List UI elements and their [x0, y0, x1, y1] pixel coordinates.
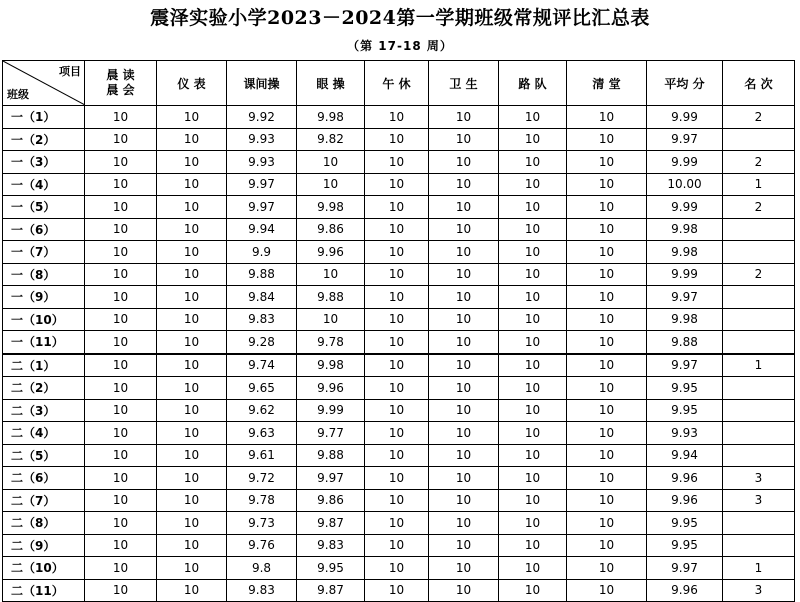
score-cell: 9.76 — [227, 534, 297, 557]
score-cell: 10 — [499, 579, 567, 602]
score-cell: 10 — [157, 106, 227, 129]
score-cell: 9.97 — [227, 196, 297, 219]
score-cell: 10 — [85, 512, 157, 535]
table-row — [3, 241, 795, 264]
score-cell: 10 — [429, 422, 499, 445]
class-name-cell: 一（6） — [3, 218, 85, 241]
table-row — [3, 534, 795, 557]
score-cell: 10 — [157, 377, 227, 400]
table-body — [3, 106, 795, 602]
score-cell: 10 — [85, 489, 157, 512]
score-cell: 9.98 — [647, 218, 723, 241]
score-cell: 9.78 — [297, 331, 365, 354]
score-cell: 10 — [567, 399, 647, 422]
score-cell: 9.86 — [297, 489, 365, 512]
score-cell: 10 — [85, 263, 157, 286]
score-cell: 9.93 — [227, 151, 297, 174]
score-cell: 10 — [567, 512, 647, 535]
score-cell: 9.62 — [227, 399, 297, 422]
score-cell: 9.99 — [647, 263, 723, 286]
score-cell: 10 — [157, 331, 227, 354]
score-cell: 10 — [157, 467, 227, 490]
score-cell: 9.96 — [297, 377, 365, 400]
score-cell: 2 — [723, 263, 795, 286]
score-cell: 10 — [365, 196, 429, 219]
class-name-cell: 二（1） — [3, 354, 85, 377]
score-cell — [723, 241, 795, 264]
score-cell: 10 — [567, 241, 647, 264]
score-cell: 9.73 — [227, 512, 297, 535]
column-header: 眼 操 — [297, 61, 365, 106]
column-header: 课间操 — [227, 61, 297, 106]
score-cell: 10 — [429, 151, 499, 174]
score-cell: 9.98 — [297, 196, 365, 219]
score-cell: 10 — [365, 579, 429, 602]
score-cell: 9.95 — [647, 534, 723, 557]
score-cell: 10 — [365, 263, 429, 286]
corner-header-cell — [3, 61, 85, 106]
score-cell: 9.88 — [647, 331, 723, 354]
score-cell: 10 — [499, 106, 567, 129]
score-cell: 10 — [499, 557, 567, 580]
score-cell: 10 — [85, 557, 157, 580]
score-cell — [723, 422, 795, 445]
score-cell: 10 — [85, 218, 157, 241]
score-cell: 10 — [157, 151, 227, 174]
score-cell — [723, 286, 795, 309]
score-cell: 10 — [157, 557, 227, 580]
score-cell: 10 — [85, 128, 157, 151]
score-cell: 10 — [429, 128, 499, 151]
class-name-cell: 一（4） — [3, 173, 85, 196]
score-cell: 10 — [567, 354, 647, 377]
score-cell: 10 — [85, 151, 157, 174]
table-header-row — [3, 61, 795, 106]
class-name-cell: 二（10） — [3, 557, 85, 580]
score-cell: 10 — [365, 286, 429, 309]
score-cell: 9.95 — [647, 512, 723, 535]
score-cell: 10 — [567, 331, 647, 354]
score-cell: 10 — [85, 422, 157, 445]
table-row — [3, 579, 795, 602]
column-header: 平均 分 — [647, 61, 723, 106]
table-row — [3, 106, 795, 129]
score-cell: 9.88 — [297, 286, 365, 309]
score-cell: 10 — [429, 444, 499, 467]
score-cell: 10 — [499, 467, 567, 490]
score-cell: 10 — [499, 354, 567, 377]
score-cell: 1 — [723, 557, 795, 580]
class-name-cell: 二（4） — [3, 422, 85, 445]
score-cell: 10 — [157, 196, 227, 219]
score-cell: 9.93 — [647, 422, 723, 445]
score-cell: 10 — [499, 399, 567, 422]
score-cell: 10 — [499, 151, 567, 174]
score-cell: 9.74 — [227, 354, 297, 377]
score-cell: 10 — [365, 354, 429, 377]
score-cell: 10 — [365, 534, 429, 557]
score-cell: 10 — [499, 489, 567, 512]
score-cell: 10 — [499, 196, 567, 219]
column-header: 仪 表 — [157, 61, 227, 106]
score-cell — [723, 534, 795, 557]
score-cell: 10 — [85, 467, 157, 490]
score-cell: 10 — [297, 173, 365, 196]
table-row — [3, 557, 795, 580]
score-cell: 10 — [365, 512, 429, 535]
table-row — [3, 512, 795, 535]
score-cell: 10 — [297, 263, 365, 286]
score-cell — [723, 218, 795, 241]
corner-label-item: 项目 — [59, 65, 81, 78]
table-row — [3, 286, 795, 309]
table-row — [3, 218, 795, 241]
score-cell: 10 — [499, 286, 567, 309]
column-header: 卫 生 — [429, 61, 499, 106]
table-row — [3, 128, 795, 151]
score-cell: 9.84 — [227, 286, 297, 309]
score-cell: 9.87 — [297, 512, 365, 535]
score-cell: 10 — [157, 286, 227, 309]
score-cell — [723, 377, 795, 400]
score-cell: 10 — [365, 241, 429, 264]
score-cell: 10 — [157, 354, 227, 377]
score-cell: 10 — [85, 377, 157, 400]
score-cell: 3 — [723, 467, 795, 490]
class-name-cell: 一（11） — [3, 331, 85, 354]
score-cell: 1 — [723, 173, 795, 196]
class-name-cell: 一（5） — [3, 196, 85, 219]
score-cell: 10 — [85, 399, 157, 422]
score-cell: 10 — [85, 286, 157, 309]
score-cell: 10 — [499, 377, 567, 400]
score-cell: 9.98 — [647, 241, 723, 264]
score-cell: 10 — [157, 489, 227, 512]
score-cell: 10 — [85, 106, 157, 129]
score-cell: 9.97 — [647, 128, 723, 151]
score-cell: 10 — [567, 196, 647, 219]
score-cell: 10 — [429, 308, 499, 331]
class-name-cell: 二（8） — [3, 512, 85, 535]
score-cell: 10 — [85, 354, 157, 377]
score-cell: 10 — [499, 331, 567, 354]
score-cell: 9.94 — [227, 218, 297, 241]
score-cell: 10 — [429, 399, 499, 422]
score-cell: 9.83 — [227, 308, 297, 331]
score-cell: 10 — [157, 128, 227, 151]
score-cell: 10 — [567, 173, 647, 196]
score-cell: 10 — [157, 263, 227, 286]
score-cell: 10 — [429, 512, 499, 535]
score-cell: 9.63 — [227, 422, 297, 445]
score-cell: 9.93 — [227, 128, 297, 151]
score-cell: 10 — [567, 286, 647, 309]
table-row — [3, 489, 795, 512]
score-cell: 9.28 — [227, 331, 297, 354]
class-name-cell: 一（3） — [3, 151, 85, 174]
score-cell: 10 — [499, 308, 567, 331]
score-cell: 9.83 — [297, 534, 365, 557]
score-cell: 9.96 — [647, 579, 723, 602]
score-cell: 10 — [365, 173, 429, 196]
score-cell: 9.95 — [297, 557, 365, 580]
score-cell: 9.86 — [297, 218, 365, 241]
table-row — [3, 399, 795, 422]
score-cell: 9.78 — [227, 489, 297, 512]
score-cell: 10 — [429, 579, 499, 602]
score-cell: 10 — [365, 422, 429, 445]
score-cell: 10 — [499, 218, 567, 241]
score-cell: 10.00 — [647, 173, 723, 196]
score-cell: 10 — [567, 422, 647, 445]
score-cell: 10 — [85, 308, 157, 331]
score-cell: 2 — [723, 196, 795, 219]
column-header: 午 休 — [365, 61, 429, 106]
score-cell: 3 — [723, 489, 795, 512]
column-header: 名 次 — [723, 61, 795, 106]
score-cell: 9.99 — [297, 399, 365, 422]
score-cell: 10 — [499, 444, 567, 467]
score-cell: 10 — [429, 286, 499, 309]
score-cell: 10 — [499, 534, 567, 557]
score-cell: 9.98 — [647, 308, 723, 331]
corner-label-class: 班级 — [7, 88, 29, 101]
class-name-cell: 一（1） — [3, 106, 85, 129]
score-cell: 10 — [429, 263, 499, 286]
score-cell: 10 — [567, 377, 647, 400]
score-cell: 10 — [365, 128, 429, 151]
score-cell: 10 — [157, 534, 227, 557]
table-row — [3, 354, 795, 377]
score-cell — [723, 128, 795, 151]
column-header-label: 晨 读 晨 会 — [106, 68, 135, 97]
score-cell: 10 — [499, 263, 567, 286]
score-cell: 9.88 — [227, 263, 297, 286]
score-cell: 10 — [297, 308, 365, 331]
score-cell: 10 — [499, 128, 567, 151]
score-cell: 10 — [85, 173, 157, 196]
score-cell: 9.97 — [227, 173, 297, 196]
class-name-cell: 一（8） — [3, 263, 85, 286]
score-cell: 10 — [157, 512, 227, 535]
score-cell: 9.99 — [647, 106, 723, 129]
score-cell: 10 — [429, 218, 499, 241]
score-cell: 10 — [365, 218, 429, 241]
score-cell: 9.61 — [227, 444, 297, 467]
score-cell: 10 — [365, 444, 429, 467]
score-cell: 10 — [157, 444, 227, 467]
score-cell: 10 — [567, 308, 647, 331]
score-cell: 10 — [157, 308, 227, 331]
class-name-cell: 二（5） — [3, 444, 85, 467]
score-cell: 9.65 — [227, 377, 297, 400]
score-cell: 9.87 — [297, 579, 365, 602]
score-cell: 10 — [429, 557, 499, 580]
class-name-cell: 二（9） — [3, 534, 85, 557]
score-cell: 10 — [429, 354, 499, 377]
score-cell: 9.92 — [227, 106, 297, 129]
class-name-cell: 二（11） — [3, 579, 85, 602]
score-cell: 9.83 — [227, 579, 297, 602]
class-name-cell: 一（10） — [3, 308, 85, 331]
score-cell: 10 — [157, 241, 227, 264]
class-name-cell: 二（6） — [3, 467, 85, 490]
score-cell: 10 — [567, 579, 647, 602]
score-cell: 10 — [429, 331, 499, 354]
score-cell: 9.88 — [297, 444, 365, 467]
score-cell: 10 — [365, 331, 429, 354]
score-cell: 2 — [723, 151, 795, 174]
score-cell: 10 — [567, 263, 647, 286]
table-row — [3, 173, 795, 196]
score-cell: 10 — [365, 399, 429, 422]
score-cell: 10 — [157, 579, 227, 602]
score-cell: 9.96 — [647, 489, 723, 512]
score-cell: 10 — [429, 196, 499, 219]
table-row — [3, 196, 795, 219]
score-cell: 10 — [365, 557, 429, 580]
score-cell: 9.98 — [297, 106, 365, 129]
score-cell: 10 — [297, 151, 365, 174]
score-cell: 10 — [499, 173, 567, 196]
table-row — [3, 331, 795, 354]
score-cell: 10 — [85, 444, 157, 467]
score-cell: 9.77 — [297, 422, 365, 445]
table-row — [3, 263, 795, 286]
table-row — [3, 151, 795, 174]
score-cell: 2 — [723, 106, 795, 129]
score-cell: 10 — [365, 467, 429, 490]
score-cell: 10 — [429, 241, 499, 264]
score-cell: 10 — [567, 557, 647, 580]
score-cell: 9.97 — [647, 286, 723, 309]
score-cell: 9.99 — [647, 196, 723, 219]
score-cell: 10 — [429, 377, 499, 400]
score-cell: 10 — [499, 512, 567, 535]
score-cell: 10 — [365, 308, 429, 331]
score-cell: 10 — [365, 489, 429, 512]
score-cell: 10 — [567, 489, 647, 512]
score-cell: 10 — [365, 106, 429, 129]
score-cell: 9.95 — [647, 399, 723, 422]
page-title: 震泽实验小学2023－2024第一学期班级常规评比汇总表 — [150, 7, 650, 29]
score-cell — [723, 512, 795, 535]
table-row — [3, 444, 795, 467]
class-name-cell: 一（7） — [3, 241, 85, 264]
score-cell: 10 — [567, 128, 647, 151]
score-cell: 10 — [567, 151, 647, 174]
column-header: 清 堂 — [567, 61, 647, 106]
score-cell: 10 — [85, 331, 157, 354]
score-cell: 10 — [429, 489, 499, 512]
score-cell: 10 — [499, 241, 567, 264]
class-name-cell: 一（2） — [3, 128, 85, 151]
score-cell: 9.99 — [647, 151, 723, 174]
table-row — [3, 467, 795, 490]
score-cell: 10 — [365, 151, 429, 174]
score-cell: 3 — [723, 579, 795, 602]
score-cell: 10 — [365, 377, 429, 400]
class-name-cell: 一（9） — [3, 286, 85, 309]
score-cell: 10 — [429, 534, 499, 557]
table-row — [3, 422, 795, 445]
score-cell — [723, 399, 795, 422]
class-name-cell: 二（7） — [3, 489, 85, 512]
class-name-cell: 二（3） — [3, 399, 85, 422]
score-cell: 10 — [567, 218, 647, 241]
score-cell: 10 — [85, 241, 157, 264]
score-cell: 10 — [567, 444, 647, 467]
score-cell: 10 — [157, 218, 227, 241]
score-cell: 9.97 — [647, 354, 723, 377]
score-cell: 9.9 — [227, 241, 297, 264]
column-header — [85, 61, 157, 106]
score-cell: 9.82 — [297, 128, 365, 151]
score-cell: 9.97 — [647, 557, 723, 580]
score-cell: 10 — [85, 579, 157, 602]
class-name-cell: 二（2） — [3, 377, 85, 400]
score-cell: 9.94 — [647, 444, 723, 467]
score-cell — [723, 444, 795, 467]
score-cell — [723, 331, 795, 354]
score-cell: 9.96 — [647, 467, 723, 490]
score-cell: 10 — [429, 106, 499, 129]
table-row — [3, 377, 795, 400]
score-cell: 10 — [567, 106, 647, 129]
score-cell: 10 — [157, 173, 227, 196]
score-cell: 10 — [567, 534, 647, 557]
score-cell: 10 — [429, 467, 499, 490]
column-header: 路 队 — [499, 61, 567, 106]
score-cell: 10 — [499, 422, 567, 445]
summary-table — [2, 60, 795, 602]
score-cell: 9.98 — [297, 354, 365, 377]
score-cell: 10 — [429, 173, 499, 196]
score-cell: 1 — [723, 354, 795, 377]
score-cell: 10 — [157, 422, 227, 445]
score-cell: 9.95 — [647, 377, 723, 400]
table-row — [3, 308, 795, 331]
score-cell: 9.8 — [227, 557, 297, 580]
score-cell: 10 — [157, 399, 227, 422]
score-cell: 10 — [85, 534, 157, 557]
score-cell: 10 — [567, 467, 647, 490]
score-cell: 10 — [85, 196, 157, 219]
score-cell: 9.96 — [297, 241, 365, 264]
score-cell: 9.97 — [297, 467, 365, 490]
score-cell: 9.72 — [227, 467, 297, 490]
score-cell — [723, 308, 795, 331]
page-subtitle: （第 17-18 周） — [347, 39, 453, 53]
